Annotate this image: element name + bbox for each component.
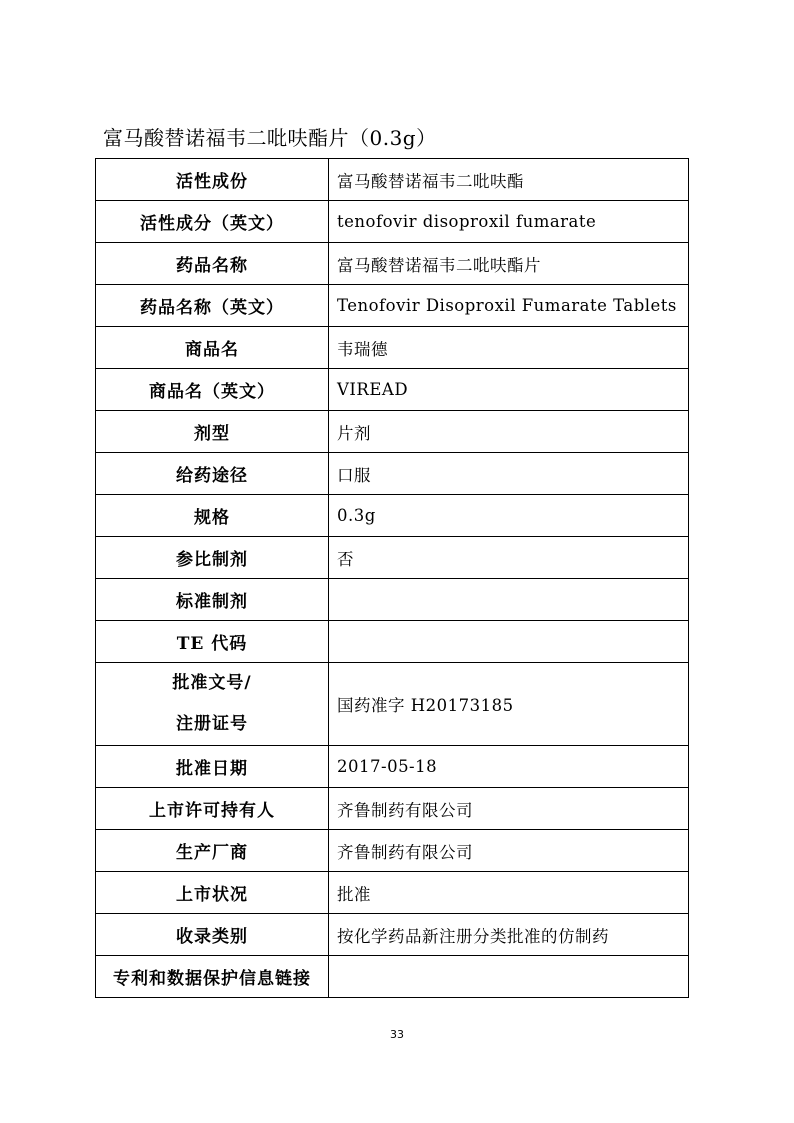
row-value: 批准 — [329, 872, 689, 914]
row-label: 上市许可持有人 — [96, 788, 329, 830]
row-label: 收录类别 — [96, 914, 329, 956]
row-label: 商品名 — [96, 327, 329, 369]
row-value: 片剂 — [329, 411, 689, 453]
row-value: 韦瑞德 — [329, 327, 689, 369]
table-row — [96, 243, 689, 285]
row-value: 富马酸替诺福韦二吡呋酯片 — [329, 243, 689, 285]
row-label: TE 代码 — [96, 621, 329, 663]
row-value — [329, 621, 689, 663]
table-row — [96, 453, 689, 495]
table-row — [96, 159, 689, 201]
table-row — [96, 956, 689, 998]
row-value: 按化学药品新注册分类批准的仿制药 — [329, 914, 689, 956]
table-row — [96, 621, 689, 663]
row-label: 药品名称（英文） — [96, 285, 329, 327]
row-label: 活性成分（英文） — [96, 201, 329, 243]
table-row — [96, 327, 689, 369]
row-value: 齐鲁制药有限公司 — [329, 830, 689, 872]
row-value — [329, 579, 689, 621]
table-row — [96, 872, 689, 914]
row-label: 生产厂商 — [96, 830, 329, 872]
row-label-line: 注册证号 — [176, 714, 248, 734]
page-number: 33 — [390, 1028, 404, 1041]
row-value: 2017-05-18 — [329, 746, 689, 788]
row-value: 口服 — [329, 453, 689, 495]
row-label-line: 批准文号/ — [172, 673, 252, 693]
row-value: 0.3g — [329, 495, 689, 537]
row-label: 上市状况 — [96, 872, 329, 914]
table-row — [96, 788, 689, 830]
table-row — [96, 201, 689, 243]
table-row — [96, 285, 689, 327]
drug-info-table — [95, 158, 689, 998]
row-label: 参比制剂 — [96, 537, 329, 579]
table-row — [96, 746, 689, 788]
row-value: 齐鲁制药有限公司 — [329, 788, 689, 830]
row-label: 规格 — [96, 495, 329, 537]
row-value: 国药准字 H20173185 — [329, 663, 689, 746]
table-row — [96, 411, 689, 453]
table-row — [96, 579, 689, 621]
table-row — [96, 537, 689, 579]
table-row — [96, 495, 689, 537]
table-row — [96, 914, 689, 956]
row-label: 活性成份 — [96, 159, 329, 201]
row-value: Tenofovir Disoproxil Fumarate Tablets — [329, 285, 689, 327]
row-value: 否 — [329, 537, 689, 579]
row-label: 专利和数据保护信息链接 — [96, 956, 329, 998]
table-row — [96, 369, 689, 411]
row-label: 商品名（英文） — [96, 369, 329, 411]
row-label: 批准日期 — [96, 746, 329, 788]
document-title: 富马酸替诺福韦二吡呋酯片（0.3g） — [103, 126, 437, 150]
row-label: 剂型 — [96, 411, 329, 453]
table-row — [96, 663, 689, 746]
row-label: 标准制剂 — [96, 579, 329, 621]
row-value — [329, 956, 689, 998]
row-label — [96, 663, 329, 746]
row-label: 药品名称 — [96, 243, 329, 285]
row-label: 给药途径 — [96, 453, 329, 495]
row-value: tenofovir disoproxil fumarate — [329, 201, 689, 243]
row-value: VIREAD — [329, 369, 689, 411]
row-value: 富马酸替诺福韦二吡呋酯 — [329, 159, 689, 201]
table-row — [96, 830, 689, 872]
